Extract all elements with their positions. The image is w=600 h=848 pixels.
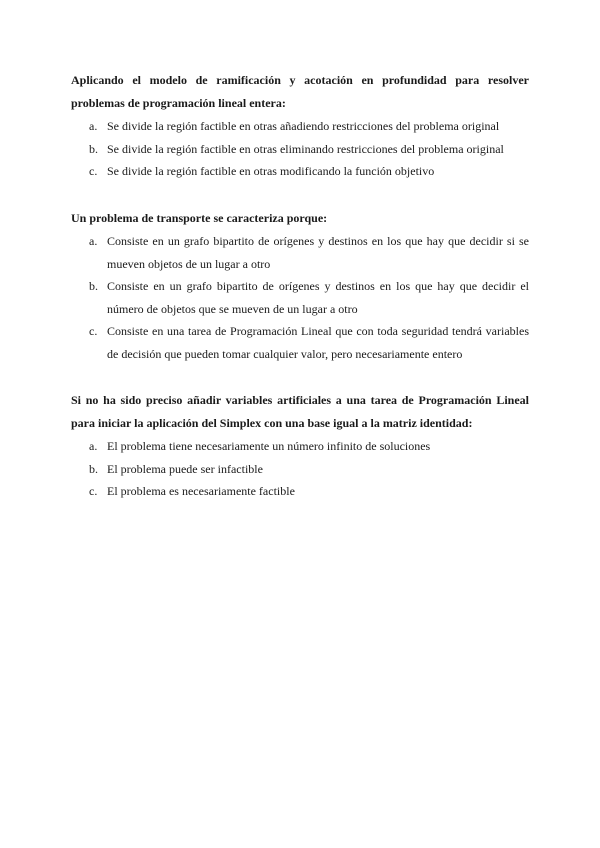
- option-letter: a.: [89, 439, 98, 453]
- option-letter: b.: [89, 141, 98, 156]
- question-1-title: Aplicando el modelo de ramificación y acotación en profundidad para resolver problemas de programación lineal entera:: [71, 73, 529, 110]
- question-2-option-b: [71, 275, 529, 320]
- question-3-options: [71, 435, 529, 503]
- question-3-option-c: [71, 480, 529, 503]
- option-text: Se divide la región factible en otras añadiendo restricciones del problema original: [107, 119, 500, 133]
- option-text: Se divide la región factible en otras eliminando restricciones del problema original: [107, 141, 504, 156]
- question-3-option-a: [71, 435, 529, 458]
- question-1-option-c: [71, 160, 529, 183]
- option-text: Consiste en un grafo bipartito de orígenes y destinos en los que hay que decidir si se mueven objetos de un lugar a otro: [107, 234, 529, 271]
- option-text: El problema tiene necesariamente un número infinito de soluciones: [107, 439, 431, 453]
- option-text: Consiste en una tarea de Programación Lineal que con toda seguridad tendrá variables de decisión que pueden tomar cualquier valor, pero necesariamente entero: [107, 324, 529, 361]
- question-2: [71, 207, 529, 366]
- question-2-options: [71, 230, 529, 365]
- option-text: Se divide la región factible en otras modificando la función objetivo: [107, 164, 435, 178]
- option-letter: a.: [89, 234, 98, 248]
- question-1: [71, 69, 529, 183]
- question-1-options: [71, 115, 529, 183]
- question-2-title: Un problema de transporte se caracteriza porque:: [71, 210, 328, 225]
- option-letter: c.: [89, 484, 98, 498]
- option-letter: b.: [89, 461, 98, 476]
- option-letter: c.: [89, 324, 98, 338]
- option-letter: b.: [89, 279, 98, 293]
- option-text: El problema es necesariamente factible: [107, 484, 295, 498]
- question-2-option-a: [71, 230, 529, 275]
- question-1-option-b: [71, 138, 529, 161]
- question-1-option-a: [71, 115, 529, 138]
- option-letter: a.: [89, 119, 98, 133]
- question-3-title: Si no ha sido preciso añadir variables artificiales a una tarea de Programación Lineal para iniciar la aplicación del Simplex con una base igual a la matriz identidad:: [71, 393, 529, 430]
- option-text: Consiste en un grafo bipartito de orígenes y destinos en los que hay que decidir el número de objetos que se mueven de un lugar a otro: [107, 279, 529, 316]
- question-3-option-b: [71, 458, 529, 481]
- question-3: [71, 389, 529, 503]
- option-text: El problema puede ser infactible: [107, 461, 263, 476]
- question-2-option-c: [71, 320, 529, 365]
- option-letter: c.: [89, 164, 98, 178]
